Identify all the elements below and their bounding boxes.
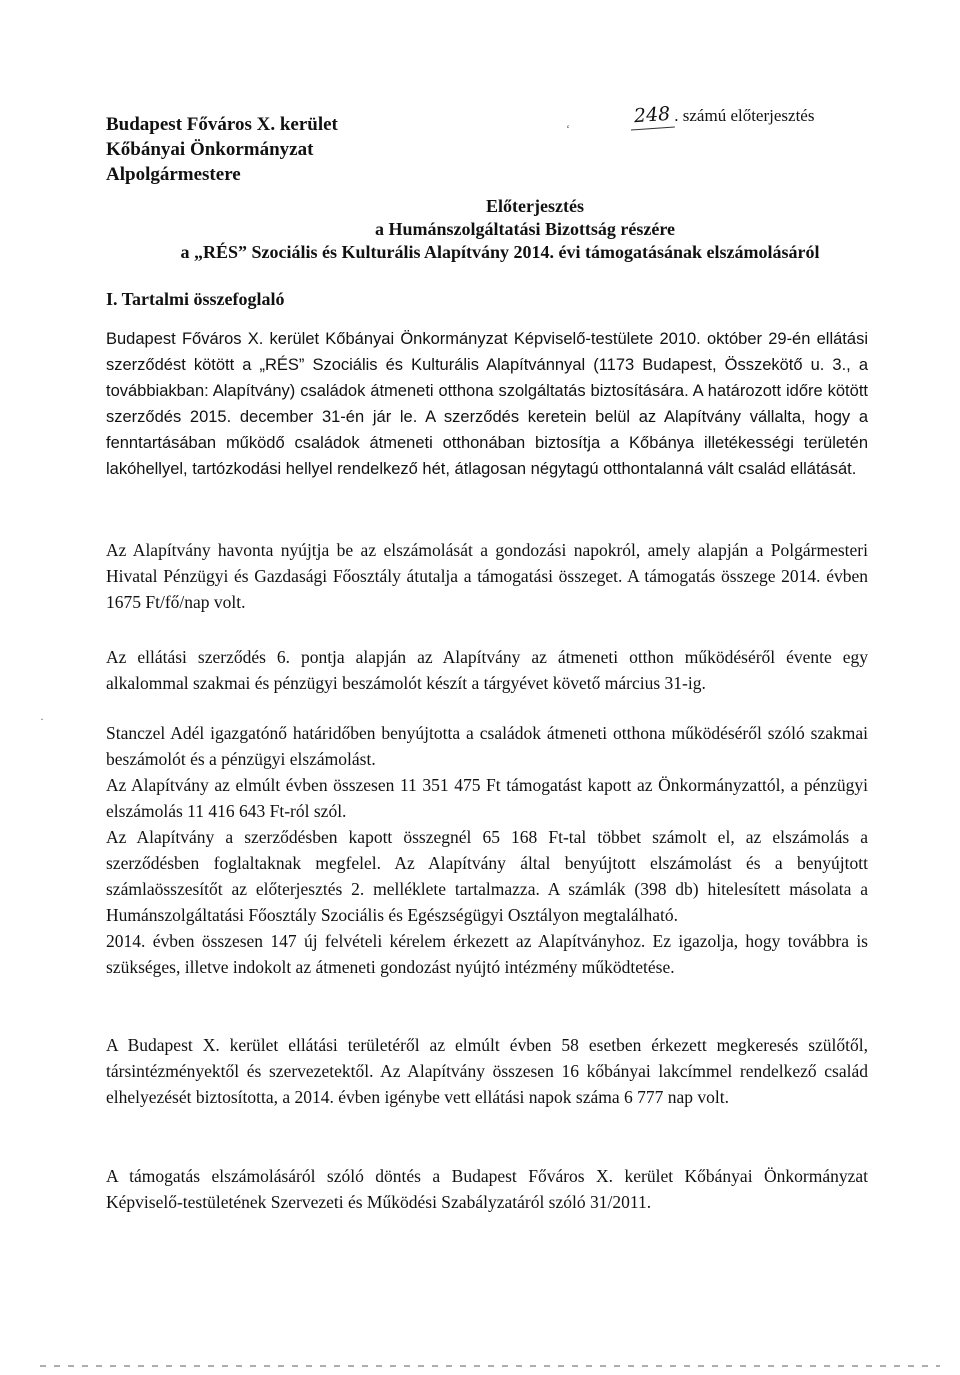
body-paragraph-3-block bbox=[106, 644, 868, 696]
document-number bbox=[630, 103, 814, 129]
document-number-label: . számú előterjesztés bbox=[674, 106, 815, 125]
scan-speck: ‘ bbox=[566, 122, 570, 136]
title-line-2: a Humánszolgáltatási Bizottság részére bbox=[374, 219, 676, 239]
issuer-block bbox=[106, 112, 338, 187]
title-line-1: Előterjesztés bbox=[486, 196, 584, 216]
title-line-3: a „RÉS” Szociális és Kulturális Alapítvány 2014. évi támogatásának elszámolásáról bbox=[180, 242, 820, 262]
body-paragraph-7: 2014. évben összesen 147 új felvételi kérelem érkezett az Alapítványhoz. Ez igazolja, hogy továbbra is szükséges, illetve indokolt az átmeneti gondozást nyújtó intézmény működtetése. bbox=[106, 931, 868, 977]
body-paragraph-9: A támogatás elszámolásáról szóló döntés a Budapest Főváros X. kerület Kőbányai Önkormányzat Képviselő-testületének Szervezeti és Működési Szabályzatáról szóló 31/2011. bbox=[106, 1166, 868, 1212]
body-paragraph-4: Stanczel Adél igazgatónő határidőben benyújtotta a családok átmeneti otthona működéséről szóló szakmai beszámolót és a pénzügyi elszámolást. bbox=[106, 723, 868, 769]
body-paragraph-8-block bbox=[106, 1032, 868, 1110]
body-paragraph-6: Az Alapítvány a szerződésben kapott összegnél 65 168 Ft-tal többet számolt el, az elszámolás a szerződésben foglaltaknak megfelel. Az Alapítvány által benyújtott elszámolást és a benyújtott számlaösszesítőt az előterjesztés 2. melléklete tartalmazza. A számlák (398 db) hitelesített másolata a Humánszolgáltatási Főosztály Szociális és Egészségügyi Osztályon megtalálható. bbox=[106, 827, 868, 925]
issuer-line-1: Budapest Főváros X. kerület bbox=[106, 114, 338, 135]
handwritten-number: 248 bbox=[629, 101, 675, 130]
body-paragraph-9-block bbox=[106, 1163, 868, 1215]
body-paragraph-1-block bbox=[106, 326, 868, 482]
body-paragraph-4-block bbox=[106, 720, 868, 928]
issuer-line-3: Alpolgármestere bbox=[106, 164, 241, 185]
body-paragraph-2: Az Alapítvány havonta nyújtja be az elszámolását a gondozási napokról, amely alapján a Polgármesteri Hivatal Pénzügyi és Gazdasági Főosztály átutalja a támogatási összeget. A támogatás összege 2014. évben 1675 Ft/fő/nap volt. bbox=[106, 540, 868, 612]
document-title bbox=[140, 195, 860, 264]
scan-edge-artifact bbox=[40, 1365, 940, 1367]
section-heading: I. Tartalmi összefoglaló bbox=[106, 289, 285, 309]
scan-speck: · bbox=[40, 712, 44, 726]
body-paragraph-5: Az Alapítvány az elmúlt évben összesen 11 351 475 Ft támogatást kapott az Önkormányzattól, a pénzügyi elszámolás 11 416 643 Ft-ról szól. bbox=[106, 775, 868, 821]
body-paragraph-3: Az ellátási szerződés 6. pontja alapján az Alapítvány az átmeneti otthon működéséről évente egy alkalommal szakmai és pénzügyi beszámolót készít a tárgyévet követő március 31-ig. bbox=[106, 647, 868, 693]
body-paragraph-2-block bbox=[106, 537, 868, 615]
issuer-line-2: Kőbányai Önkormányzat bbox=[106, 139, 314, 160]
body-paragraph-1: Budapest Főváros X. kerület Kőbányai Önkormányzat Képviselő-testülete 2010. október 29-én ellátási szerződést kötött a „RÉS” Szociális és Kulturális Alapítvánnyal (1173 Budapest, Összekötő u. 3., a továbbiakban: Alapítvány) családok átmeneti otthona szolgáltatás biztosítására. A határozott időre kötött szerződés 2015. december 31-én jár le. A szerződés keretein belül az Alapítvány vállalta, hogy a fenntartásában működő családok átmeneti otthonában biztosítja a Kőbánya illetékességi területén lakóhellyel, tartózkodási hellyel rendelkező hét, átlagosan négytagú otthontalanná vált család ellátását. bbox=[106, 330, 868, 478]
body-paragraph-7-block bbox=[106, 928, 868, 980]
body-paragraph-8: A Budapest X. kerület ellátási területéről az elmúlt évben 58 esetben érkezett megkeresés szülőtől, társintézményektől és szervezetektől. Az Alapítvány összesen 16 kőbányai lakcímmel rendelkező család elhelyezését biztosította, a 2014. évben igénybe vett ellátási napok száma 6 777 nap volt. bbox=[106, 1035, 868, 1107]
